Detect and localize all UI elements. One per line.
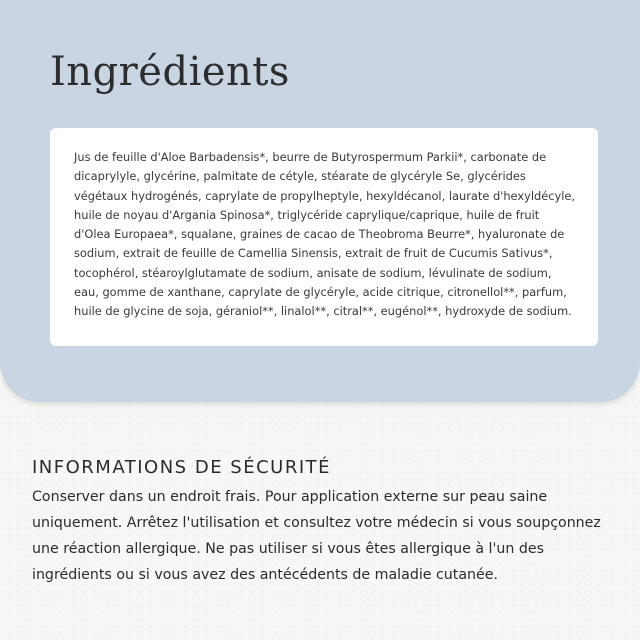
ingredients-heading: Ingrédients (50, 49, 290, 95)
safety-text: Conserver dans un endroit frais. Pour application externe sur peau saine uniquement. Arrêtez l'utilisation et consultez votre médecin si vous soupçonnez une réaction allergique. Ne pas utiliser si vous êtes allergique à l'un des ingrédients ou si vous avez des antécédents de maladie cutanée. (32, 489, 601, 583)
ingredients-list-text: Jus de feuille d'Aloe Barbadensis*, beurre de Butyrospermum Parkii*, carbonate de dicaprylyle, glycérine, palmitate de cétyle, stéarate de glycéryle Se, glycérides végétaux hydrogénés, caprylate de propylheptyle, hexyldécanol, laurate d'hexyldécyle, huile de noyau d'Argania Spinosa*, triglycéride caprylique/caprique, huile de fruit d'Olea Europaea*, squalane, graines de cacao de Theobroma Beurre*, hyaluronate de sodium, extrait de feuille de Camellia Sinensis, extrait de fruit de Cucumis Sativus*, tocophérol, stéaroylglutamate de sodium, anisate de sodium, lévulinate de sodium, eau, gomme de xanthane, caprylate de glycéryle, acide citrique, citronellol**, parfum, huile de glycine de soja, géraniol**, linalol**, citral**, eugénol**, hydroxyde de sodium. (74, 150, 576, 319)
ingredients-card (50, 128, 598, 346)
safety-section (32, 456, 622, 588)
safety-heading: INFORMATIONS DE SÉCURITÉ (32, 457, 332, 478)
